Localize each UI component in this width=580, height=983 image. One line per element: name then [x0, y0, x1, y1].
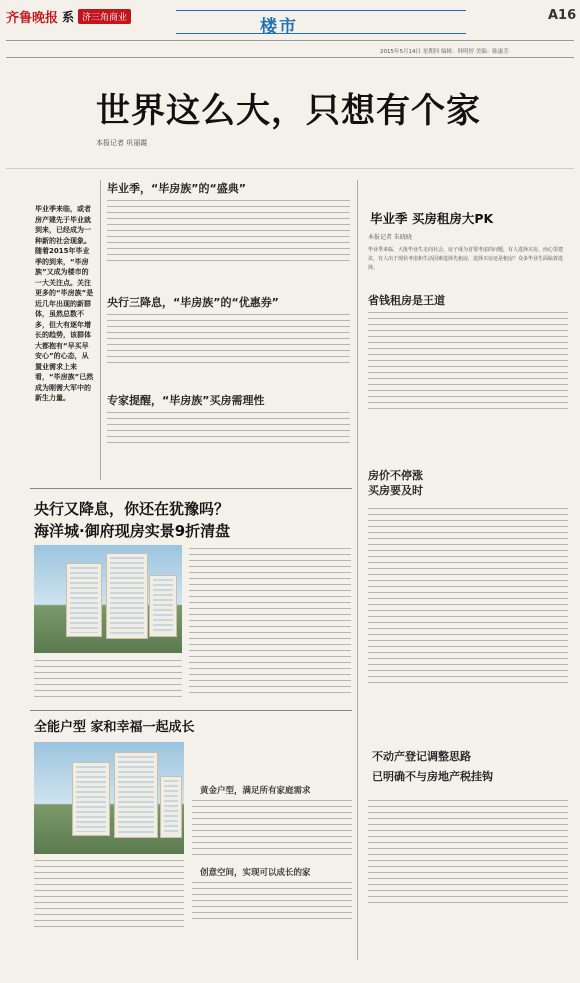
ad1-title-2: 海洋城·御府现房实景9折清盘: [34, 522, 231, 540]
ad-rule: [30, 488, 352, 489]
right-column-divider: [357, 180, 358, 960]
right-body-2: [368, 508, 568, 688]
ad2-body-1: [192, 800, 352, 860]
right-bottom-body: [368, 800, 568, 908]
subhead-3: 专家提醒，“毕房族”买房需理性: [107, 394, 265, 407]
article-body-1: [107, 200, 350, 266]
property-photo-1: [34, 545, 182, 653]
main-headline: 世界这么大，只想有个家: [96, 91, 481, 131]
right-article-intro: 毕业季来临，大批毕业生走向社会，房子成为首要考虑的问题，有人选择买房，而心里建议，有人出于现状考虑和生活因素选择先租房，选择买房还是租房？众多毕业生面临着选择。: [368, 247, 564, 271]
ad1-body: [189, 548, 351, 698]
masthead: [6, 6, 131, 26]
ad2-subhead-2: 创意空间，实现可以成长的家: [200, 868, 311, 878]
section-banner: [176, 10, 466, 34]
headline-rule: [6, 168, 574, 169]
edition-badge: 济三角商业: [78, 9, 131, 24]
right-body-1: [368, 312, 568, 414]
dateline: 2015年5月14日 星期四 编辑：韩明婷 美编：陈惠芳: [380, 49, 509, 55]
article-body-2: [107, 314, 350, 368]
right-subhead-2: 房价不停涨 买房要及时: [368, 469, 423, 497]
subhead-1: 毕业季，“毕房族”的“盛典”: [107, 182, 246, 195]
section-title: 楼市: [260, 17, 298, 37]
ad2-rule: [30, 710, 352, 711]
property-photo-2: [34, 742, 184, 854]
byline: 本报记者 巩丽霞: [96, 139, 148, 147]
masthead-system: 系: [62, 9, 75, 24]
header-rule: [6, 40, 574, 41]
right-article-byline: 本报记者 朱晓晓: [368, 234, 412, 241]
header-rule-2: [6, 57, 574, 58]
ad2-body-2: [192, 882, 352, 924]
right-bottom-title-2: 已明确不与房地产税挂钩: [372, 770, 493, 783]
ad1-caption: [34, 660, 182, 702]
ad1-title-1: 央行又降息，你还在犹豫吗？: [34, 500, 230, 518]
newspaper-logo: 齐鲁晚报: [6, 10, 59, 26]
column-divider: [100, 180, 101, 480]
page-number: A16: [548, 8, 577, 23]
article-body-3: [107, 412, 350, 448]
ad2-caption: [34, 860, 184, 932]
ad2-title: 全能户型 家和幸福一起成长: [34, 720, 195, 735]
right-bottom-title-1: 不动产登记调整思路: [372, 750, 471, 763]
right-article-title: 毕业季 买房租房大PK: [370, 211, 494, 226]
lead-paragraph: 毕业季来临，或者房产建先于毕业就到来，已经成为一种新的社会现象。随着2015年毕业季的到来，“毕房族”又成为楼市的一大关注点。关注更多的“毕房族”是近几年出现的新群体，虽然总数不多，但大有逐年增长的趋势，该群体大都抱有“早买早安心”的心态，从置业需求上来看，“毕房族”已然成为刚需大军中的新生力量。: [35, 205, 94, 402]
ad2-subhead-1: 黄金户型，满足所有家庭需求: [200, 786, 311, 796]
right-subhead-1: 省钱租房是王道: [368, 294, 445, 307]
subhead-2: 央行三降息，“毕房族”的“优惠券”: [107, 296, 279, 309]
